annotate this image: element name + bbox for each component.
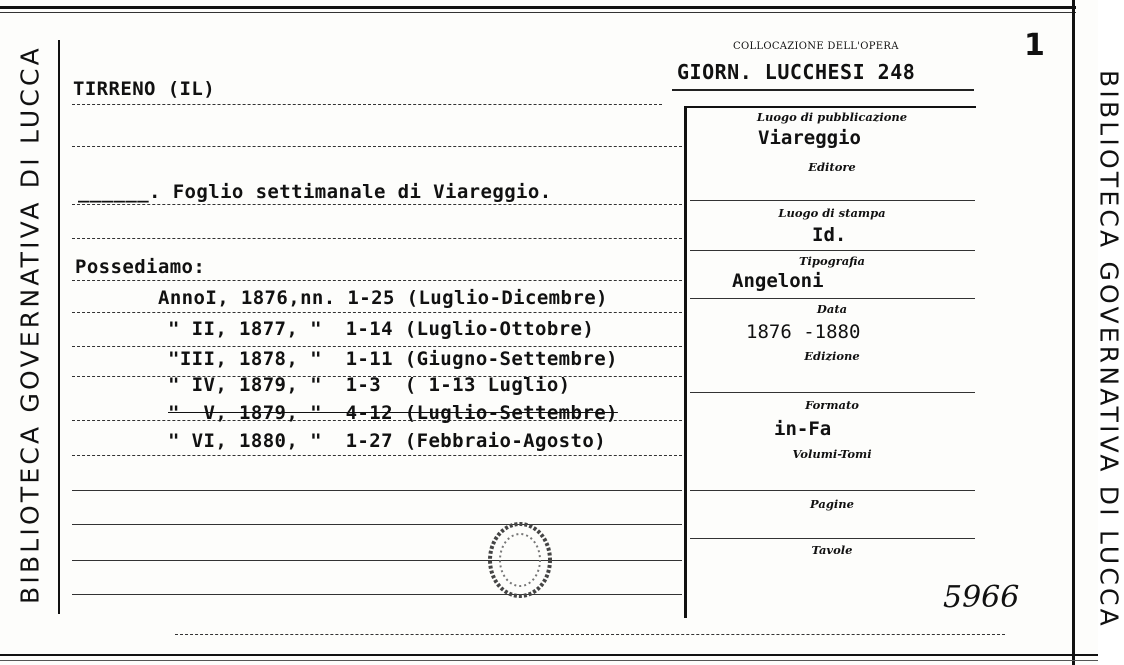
label-formato: Formato [805,398,859,412]
ruled-line [72,204,682,205]
ruled-line [72,490,682,491]
holding-line: " VI, 1880, " 1-27 (Febbraio-Agosto) [168,430,607,452]
ruled-line [72,312,682,313]
ruled-line [175,634,1005,635]
holding-line-struck: " V, 1879, " 4-12 (Luglio-Settembre) [168,402,618,424]
details-rule [690,538,975,539]
left-margin-rule [58,40,60,614]
ruled-line [72,594,682,595]
ruled-line [72,524,682,525]
card-top-border-inner [0,12,1076,13]
details-box-top [684,106,976,108]
value-data: 1876 -1880 [746,321,861,343]
holding-line: " II, 1877, " 1-14 (Luglio-Ottobre) [168,318,595,340]
ruled-line [72,455,682,456]
card-bottom-border-inner [0,660,1098,661]
collocazione-value: GIORN. LUCCHESI 248 [677,60,916,84]
card-right-border [1072,0,1075,665]
ruled-line [72,280,682,281]
label-editore: Editore [808,160,856,174]
library-stamp-icon [480,520,560,600]
holding-line: " IV, 1879, " 1-3 ( 1-13 Luglio) [168,374,571,396]
value-luogo-stampa: Id. [812,224,847,246]
label-data: Data [816,302,848,316]
label-tavole: Tavole [811,543,853,557]
value-luogo-pubblicazione: Viareggio [758,127,861,149]
card-top-border [0,6,1076,9]
handwritten-mark: 1 [1024,28,1045,63]
ruled-line [72,560,682,561]
details-rule [690,298,975,299]
label-pagine: Pagine [810,497,854,511]
collocazione-underline [672,89,974,91]
label-tipografia: Tipografia [798,254,865,268]
details-box-left [684,108,687,618]
holding-line: "III, 1878, " 1-11 (Giugno-Settembre) [168,348,618,370]
ruled-line [72,146,682,147]
holdings-label: Possediamo: [75,256,206,278]
library-name-left: BIBLIOTECA GOVERNATIVA DI LUCCA [15,45,45,604]
library-name-right: BIBLIOTECA GOVERNATIVA DI LUCCA [1094,70,1124,629]
label-luogo-pubblicazione: Luogo di pubblicazione [756,110,908,124]
handwritten-number: 5966 [943,580,1020,615]
label-volumi-tomi: Volumi-Tomi [792,447,872,461]
record-subtitle: ______. Foglio settimanale di Viareggio. [78,181,552,203]
value-formato: in-Fa [774,418,832,440]
details-rule [690,490,975,491]
ruled-line [72,238,682,239]
label-edizione: Edizione [804,349,860,363]
value-tipografia: Angeloni [732,270,824,292]
ruled-line [72,346,682,347]
holding-line: AnnoI, 1876,nn. 1-25 (Luglio-Dicembre) [158,287,608,309]
ruled-line [72,104,662,105]
record-title: TIRRENO (IL) [73,78,216,100]
collocazione-label: COLLOCAZIONE DELL'OPERA [733,41,899,52]
details-rule [690,250,975,251]
details-rule [690,392,975,393]
details-rule [690,200,975,201]
card-bottom-border [0,654,1098,656]
label-luogo-stampa: Luogo di stampa [778,206,886,220]
